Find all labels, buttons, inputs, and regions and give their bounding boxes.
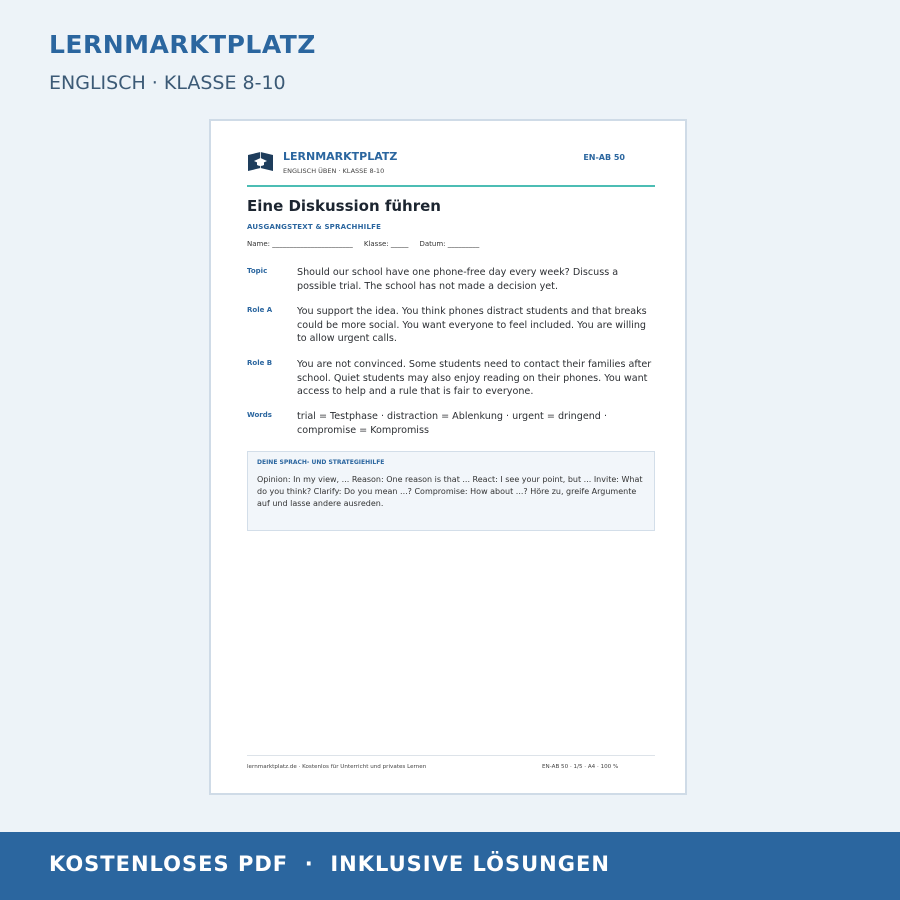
strategy-help-box <box>247 451 655 531</box>
brand-title: LERNMARKTPLATZ <box>49 30 316 59</box>
brand-subtitle: ENGLISCH · KLASSE 8-10 <box>49 72 286 94</box>
bottom-banner <box>0 832 900 900</box>
logo-name: LERNMARKTPLATZ <box>283 150 398 163</box>
banner-text: KOSTENLOSES PDF · INKLUSIVE LÖSUNGEN <box>49 852 610 876</box>
name-class-date-line: Name: _______________________ Klasse: _____ Datum: _________ <box>247 240 480 248</box>
help-text: Opinion: In my view, ... Reason: One reason is that ... React: I see your point, but ... Invite: What do you think? Clarify: Do you mean ...? Compromise: How about ...? Höre zu, greife Argumente auf und lasse andere ausreden. <box>257 475 643 508</box>
logo-tagline: ENGLISCH ÜBEN · KLASSE 8-10 <box>283 167 385 175</box>
row-text: You are not convinced. Some students need to contact their families after school. Quiet students may also enjoy reading on their phones. You want access to help and a rule that is fair to everyone. <box>297 359 652 398</box>
row-text: trial = Testphase · distraction = Ablenkung · urgent = dringend · compromise = Kompromiss <box>297 411 608 436</box>
section-label: AUSGANGSTEXT & SPRACHHILFE <box>247 223 382 231</box>
graduation-cap-book-icon <box>247 151 274 173</box>
row-label: Role B <box>247 359 273 367</box>
header-divider <box>247 185 655 187</box>
row-text: Should our school have one phone-free day every week? Discuss a possible trial. The school has not made a decision yet. <box>297 267 619 292</box>
footer-divider <box>247 755 655 756</box>
document-title: Eine Diskussion führen <box>247 197 441 215</box>
row-text: You support the idea. You think phones distract students and that breaks could be more social. You want everyone to feel included. You are willing to allow urgent calls. <box>297 306 647 345</box>
worksheet-preview <box>209 119 687 795</box>
footer-left: lernmarktplatz.de · Kostenlos für Unterricht und privates Lernen <box>247 764 427 770</box>
document-code: EN-AB 50 <box>583 153 625 162</box>
row-label: Role A <box>247 306 273 314</box>
footer-right: EN-AB 50 · 1/5 · A4 · 100 % <box>542 764 619 770</box>
row-label: Topic <box>247 267 268 275</box>
help-title: DEINE SPRACH- UND STRATEGIEHILFE <box>257 459 385 466</box>
row-label: Words <box>247 411 272 419</box>
